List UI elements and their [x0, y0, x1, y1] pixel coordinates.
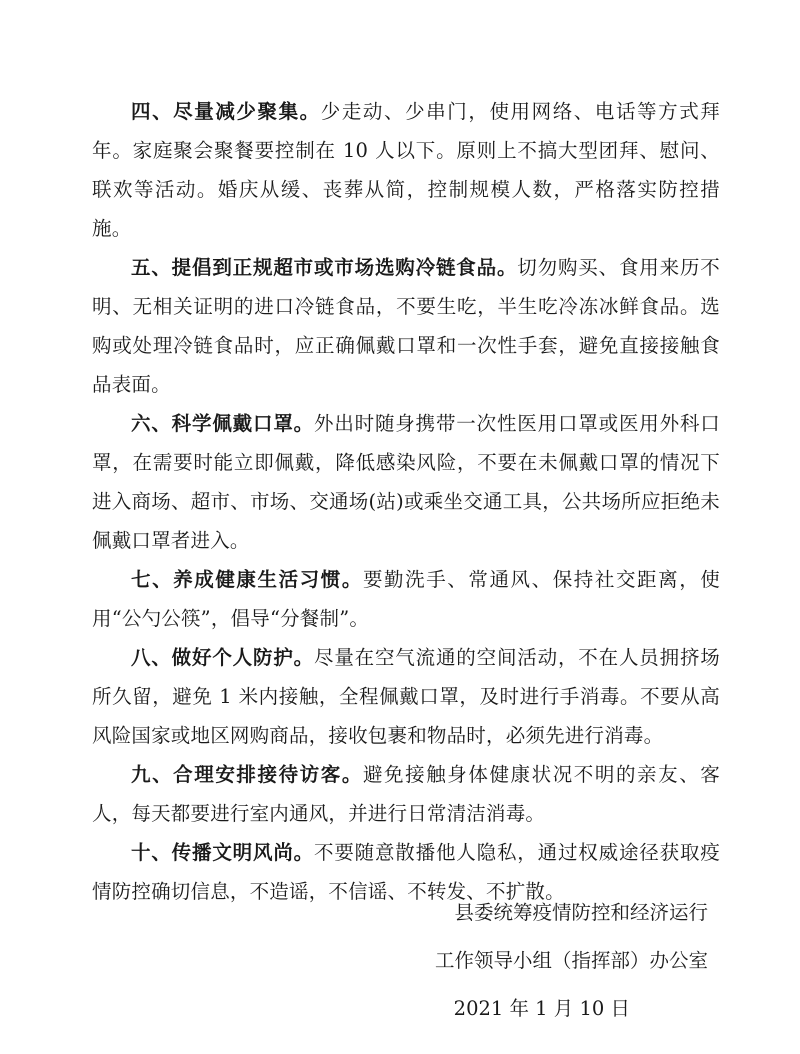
section-text: 不要随意散播他人隐私，通过权威途径获取疫情防控确切信息，不造谣，不信谣、不转发、不扩散。 — [92, 841, 720, 903]
section-heading: 八、做好个人防护。 — [131, 646, 314, 669]
document-body — [92, 92, 720, 911]
section-heading: 四、尽量减少聚集。 — [131, 100, 321, 123]
section-text: 少走动、少串门，使用网络、电话等方式拜年。家庭聚会聚餐要控制在 10 人以下。原则上不搞大型团拜、慰问、联欢等活动。婚庆从缓、丧葬从简，控制规模人数，严格落实防控措施。 — [92, 100, 720, 240]
section-7 — [92, 560, 720, 638]
section-text: 要勤洗手、常通风、保持社交距离，使用“公勺公筷”，倡导“分餐制”。 — [92, 568, 720, 630]
section-text: 外出时随身携带一次性医用口罩或医用外科口罩，在需要时能立即佩戴，降低感染风险，不要在未佩戴口罩的情况下进入商场、超市、市场、交通场(站)或乘坐交通工具，公共场所应拒绝未佩戴口罩者进入。 — [92, 412, 720, 552]
section-9 — [92, 755, 720, 833]
section-text: 切勿购买、食用来历不明、无相关证明的进口冷链食品，不要生吃，半生吃冷冻冰鲜食品。选购或处理冷链食品时，应正确佩戴口罩和一次性手套，避免直接接触食品表面。 — [92, 256, 720, 396]
section-heading: 五、提倡到正规超市或市场选购冷链食品。 — [131, 256, 518, 279]
section-8 — [92, 638, 720, 755]
signature-org-line-2: 工作领导小组（指挥部）办公室 — [434, 949, 708, 972]
section-5 — [92, 248, 720, 404]
section-text: 避免接触身体健康状况不明的亲友、客人，每天都要进行室内通风，并进行日常清洁消毒。 — [92, 763, 720, 825]
section-text: 尽量在空气流通的空间活动，不在人员拥挤场所久留，避免 1 米内接触，全程佩戴口罩，及时进行手消毒。不要从高风险国家或地区网购商品，接收包裹和物品时，必须先进行消毒。 — [92, 646, 720, 747]
section-heading: 十、传播文明风尚。 — [131, 841, 314, 864]
signature-block — [435, 893, 708, 1029]
section-heading: 六、科学佩戴口罩。 — [131, 412, 314, 435]
signature-date: 2021 年 1 月 10 日 — [453, 997, 630, 1020]
section-heading: 九、合理安排接待访客。 — [131, 763, 363, 786]
signature-org-line-1: 县委统筹疫情防控和经济运行 — [454, 901, 708, 924]
section-heading: 七、养成健康生活习惯。 — [131, 568, 363, 591]
section-6 — [92, 404, 720, 560]
section-4 — [92, 92, 720, 248]
